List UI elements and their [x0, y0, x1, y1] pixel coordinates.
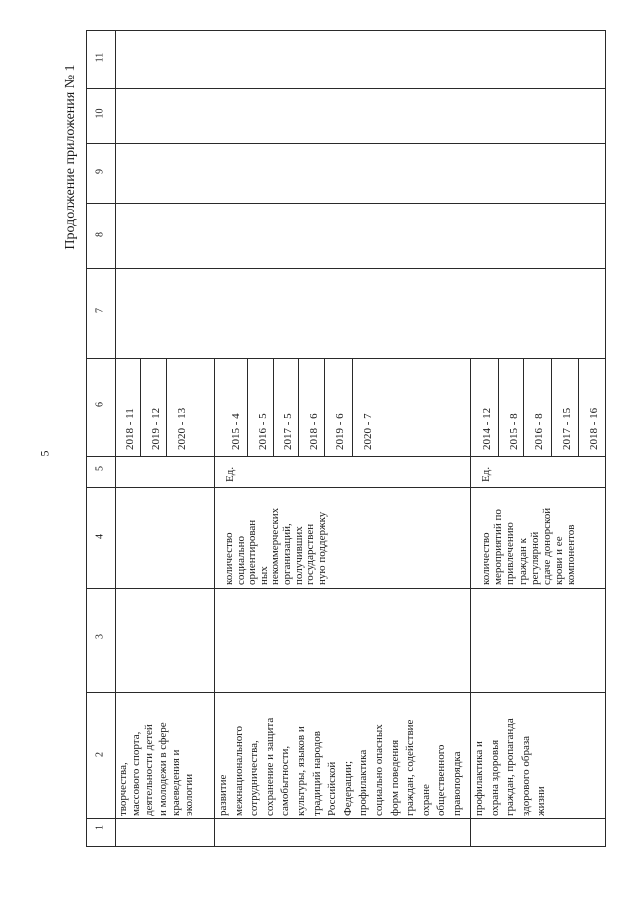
page-heading: Продолжение приложения № 1 [63, 64, 78, 250]
row-3-col2-line: граждан, пропаганда [504, 718, 516, 816]
row-2-col4-line: государствен [304, 523, 317, 585]
row-3-col4-line: количество [480, 532, 492, 585]
row-1-col2-line: экологии [183, 773, 195, 816]
row-2-col2-line: сохранение и защита [263, 717, 276, 816]
header-col-6: 6 [94, 402, 106, 407]
row-3-col2-line: охрана здоровья [488, 739, 501, 816]
row-3-value: 2015 - 8 [508, 413, 520, 450]
row-1-value: 2020 - 13 [176, 407, 188, 450]
row-3-col4-line: сдаче донорской [541, 507, 553, 585]
row-3-col4-line: привлечению [504, 522, 517, 585]
row-2-col2-line: правопорядка [451, 751, 463, 816]
row-1-col2-line: деятельности детей [143, 724, 156, 816]
header-col-10: 10 [94, 108, 106, 119]
row-2-value: 2018 - 6 [308, 413, 320, 450]
row-1-col2-line: и молодежи в сфере [156, 722, 169, 816]
row-3-col2-line: жизни [535, 786, 547, 816]
header-col-11: 11 [94, 52, 106, 63]
row-2-col2-line: профилактика [357, 749, 370, 816]
row-2-col2-line: форм поведения [388, 739, 401, 816]
header-col-7: 7 [94, 308, 106, 313]
row-2-col4-line: получивших [292, 526, 305, 585]
row-2-col2-line: Российской [326, 761, 339, 816]
page-number: 5 [37, 450, 52, 457]
row-3-col2-line: здорового образа [519, 735, 532, 816]
header-col-1: 1 [94, 825, 106, 830]
row-2-col2-line: граждан, содействие [404, 719, 417, 816]
row-2-col2-line: социально опасных [373, 724, 385, 816]
header-col-3: 3 [94, 634, 106, 639]
row-3-value: 2016 - 8 [533, 413, 545, 450]
row-2-value: 2019 - 6 [334, 413, 346, 450]
row-2-col4-line: ных [257, 566, 270, 585]
row-2-col4-line: некоммерческих [269, 507, 282, 585]
row-3-col4-line: компонентов [565, 524, 578, 585]
row-2-col4-line: организаций, [281, 523, 293, 585]
row-2-col4-line: социально [234, 535, 247, 585]
row-2-col4-line: ориентирован [246, 519, 259, 585]
row-1-col2-line: массового спорта, [130, 731, 143, 816]
row-3-col4-line: мероприятий по [492, 509, 505, 585]
header-col-8: 8 [94, 232, 106, 237]
row-2-col2-line: общественного [435, 744, 448, 816]
row-2-col2-line: Федерации; [341, 760, 354, 816]
row-3-col4-line: крови и ее [553, 536, 566, 585]
row-3-col4-line: граждан к [516, 538, 529, 585]
row-1-value: 2018 - 11 [124, 408, 136, 450]
row-3-value: 2014 - 12 [481, 407, 493, 450]
row-3-col2-line: профилактика и [473, 741, 485, 816]
row-2-col2-line: межнационального [232, 726, 245, 816]
row-2-col2-line: развитие [217, 774, 229, 816]
row-2-col4-line: ную поддержку [315, 511, 328, 585]
row-1-col2-line: творчества, [117, 762, 129, 816]
header-col-2: 2 [94, 752, 106, 757]
row-3-value: 2018 - 16 [588, 407, 600, 450]
header-col-4: 4 [94, 534, 106, 539]
row-3-col4-line: регулярной [528, 531, 541, 585]
row-2-col2-line: традиций народов [310, 731, 323, 816]
row-2-col2-line: самобытности, [279, 745, 292, 816]
header-col-9: 9 [94, 169, 106, 174]
row-1-col2-line: краеведения и [169, 749, 182, 816]
row-2-col2-line: сотрудничества, [248, 740, 261, 816]
row-2-value: 2015 - 4 [230, 413, 242, 450]
row-2-value: 2017 - 5 [282, 413, 294, 450]
row-2-col2-line: охране [419, 784, 432, 816]
header-col-5: 5 [94, 466, 106, 471]
row-2-col2-line: культуры, языков и [295, 726, 307, 816]
row-2-value: 2016 - 5 [257, 413, 269, 450]
row-2-value: 2020 - 7 [362, 413, 374, 450]
row-3-unit: Ед. [480, 466, 492, 482]
row-2-unit: Ед. [224, 466, 236, 482]
row-2-col4-line: количество [223, 532, 235, 585]
row-1-value: 2019 - 12 [150, 407, 162, 450]
row-3-value: 2017 - 15 [561, 407, 573, 450]
